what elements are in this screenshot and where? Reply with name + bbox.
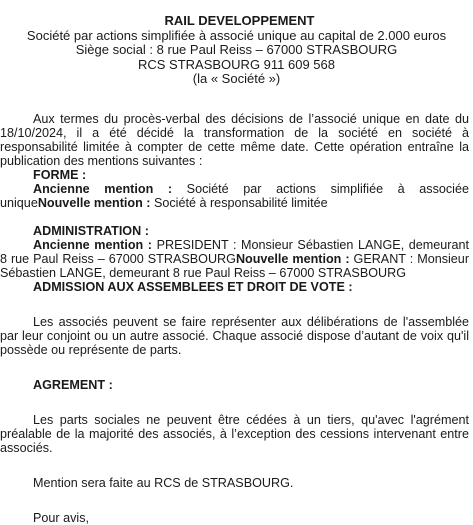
company-alias: (la « Société ») xyxy=(192,71,281,86)
agrement-paragraph: Les parts sociales ne peuvent être cédées à un tiers, qu'avec l'agrément préalable de la majorité des associés, à l’exception des cessions intervenant entre associés. xyxy=(0,412,469,455)
signoff: Pour avis, xyxy=(33,510,89,525)
forme-old-value: Société par actions simplifiée à associée unique xyxy=(0,181,469,210)
forme-paragraph xyxy=(0,182,469,210)
forme-old-label: Ancienne mention : xyxy=(33,181,173,196)
administration-new-value: GERANT : Monsieur Sébastien LANGE, demeurant 8 rue Paul Reiss – 67000 STRASBOURG xyxy=(0,251,470,280)
notice-header xyxy=(0,14,473,87)
administration-new-label: Nouvelle mention : xyxy=(235,251,350,266)
forme-title: FORME : xyxy=(33,167,87,182)
administration-title: ADMINISTRATION : xyxy=(33,223,149,238)
administration-old-value: PRESIDENT : Monsieur Sébastien LANGE, demeurant 8 rue Paul Reiss – 67000 STRASBOURG xyxy=(0,237,469,266)
company-name: RAIL DEVELOPPEMENT xyxy=(164,13,315,28)
admission-paragraph: Les associés peuvent se faire représenter aux délibérations de l'assemblée par leur conjoint ou un autre associé. Chaque associé dispose d’autant de voix qu'il possède ou représente de parts. xyxy=(0,314,469,357)
rcs-mention: Mention sera faite au RCS de STRASBOURG. xyxy=(33,475,294,490)
intro-paragraph: Aux termes du procès-verbal des décisions de l’associé unique en date du 18/10/2024, il a été décidé la transformation de la société en société à responsabilité limitée à compter de cette même date. Cette opération entraîne la publication des mentions suivantes : xyxy=(0,111,469,168)
company-head-office: Siège social : 8 rue Paul Reiss – 67000 STRASBOURG xyxy=(75,42,398,57)
administration-old-label: Ancienne mention : xyxy=(33,237,152,252)
company-form-capital: Société par actions simplifiée à associé unique au capital de 2.000 euros xyxy=(26,27,447,43)
agrement-title: AGREMENT : xyxy=(33,377,113,392)
administration-paragraph xyxy=(0,238,469,280)
admission-title: ADMISSION AUX ASSEMBLEES ET DROIT DE VOTE : xyxy=(33,279,353,294)
notice-body xyxy=(0,112,473,525)
company-rcs: RCS STRASBOURG 911 609 568 xyxy=(137,56,335,72)
forme-new-value: Société à responsabilité limitée xyxy=(150,195,328,210)
forme-new-label: Nouvelle mention : xyxy=(37,195,151,210)
